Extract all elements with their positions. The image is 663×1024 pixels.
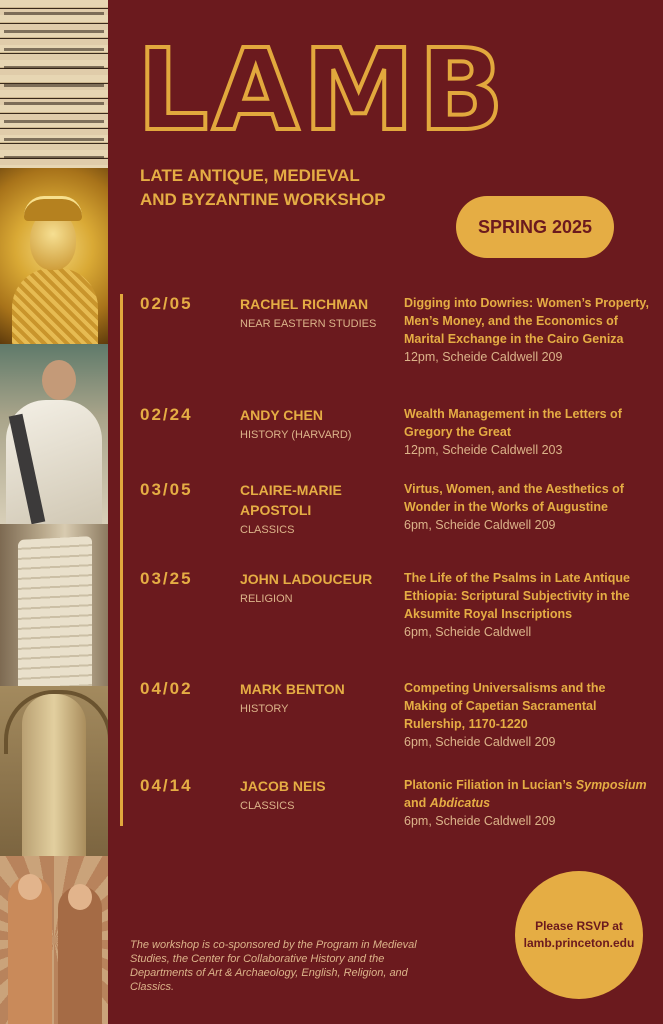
event-date: 04/02 [140,679,193,698]
speaker-department: CLASSICS [240,524,295,536]
event-date: 04/14 [140,776,193,795]
subtitle-line-2: AND BYZANTINE WORKSHOP [140,190,386,209]
talk-title-part-2: and [404,796,430,810]
speaker-name: JACOB NEIS [240,778,326,794]
event-talk [404,776,650,830]
talk-venue: 12pm, Scheide Caldwell 203 [404,443,563,457]
talk-title: Wealth Management in the Letters of Gregory the Great [404,407,622,439]
talk-title-italic-2: Abdicatus [429,796,491,810]
talk-title-italic-1: Symposium [575,778,647,792]
event-speaker [240,405,392,443]
manuscript-image [0,0,108,168]
rsvp-text: Please RSVP at [535,919,623,933]
event-speaker [240,569,392,607]
season-badge: SPRING 2025 [456,196,614,258]
rsvp-link[interactable]: lamb.princeton.edu [523,936,635,950]
talk-title: Competing Universalisms and the Making of Capetian Sacramental Rulership, 1170-1220 [404,681,606,731]
event-talk [404,405,650,459]
speaker-name: JOHN LADOUCEUR [240,571,373,587]
timeline-line [120,294,123,826]
workshop-subtitle [140,164,440,212]
event-talk [404,569,650,641]
event-speaker [240,776,392,814]
event-talk [404,679,650,751]
talk-venue: 6pm, Scheide Caldwell 209 [404,814,556,828]
mosaic-figures-image [0,856,108,1024]
event-date: 02/24 [140,405,193,424]
stone-stele-image [0,524,108,686]
talk-venue: 6pm, Scheide Caldwell 209 [404,518,556,532]
talk-title: Digging into Dowries: Women’s Property, Men’s Money, and the Economics of Marital Exchange in the Cairo Geniza [404,296,649,346]
mosaic-saint-image [0,344,108,524]
talk-title: The Life of the Psalms in Late Antique Ethiopia: Scriptural Subjectivity in the Aksumite Royal Inscriptions [404,571,630,621]
event-date: 03/05 [140,480,193,499]
speaker-department: CLASSICS [240,800,295,812]
event-talk [404,294,650,366]
speaker-name: MARK BENTON [240,681,345,697]
poster-title: LAMB [137,26,508,156]
event-speaker [240,480,392,538]
speaker-name: CLAIRE-MARIE APOSTOLI [240,482,342,518]
sponsor-footnote: The workshop is co-sponsored by the Program in Medieval Studies, the Center for Collaborative History and the Departments of Art & Archaeology, English, Religion, and Classics. [130,939,417,993]
talk-title-part-1: Platonic Filiation in Lucian’s [404,778,576,792]
speaker-department: HISTORY (HARVARD) [240,429,352,441]
carved-king-image [0,686,108,856]
event-talk [404,480,650,534]
speaker-department: NEAR EASTERN STUDIES [240,318,377,330]
speaker-department: RELIGION [240,593,293,605]
talk-venue: 6pm, Scheide Caldwell 209 [404,735,556,749]
image-strip [0,0,108,1024]
gold-coin-image [0,168,108,344]
event-speaker [240,294,392,332]
speaker-name: RACHEL RICHMAN [240,296,369,312]
event-speaker [240,679,392,717]
speaker-name: ANDY CHEN [240,407,323,423]
speaker-department: HISTORY [240,703,289,715]
talk-title: Virtus, Women, and the Aesthetics of Wonder in the Works of Augustine [404,482,624,514]
talk-venue: 6pm, Scheide Caldwell [404,625,532,639]
talk-title [404,778,647,810]
talk-venue: 12pm, Scheide Caldwell 209 [404,350,563,364]
event-date: 03/25 [140,569,193,588]
rsvp-badge [515,871,643,999]
subtitle-line-1: LATE ANTIQUE, MEDIEVAL [140,166,360,185]
event-date: 02/05 [140,294,193,313]
